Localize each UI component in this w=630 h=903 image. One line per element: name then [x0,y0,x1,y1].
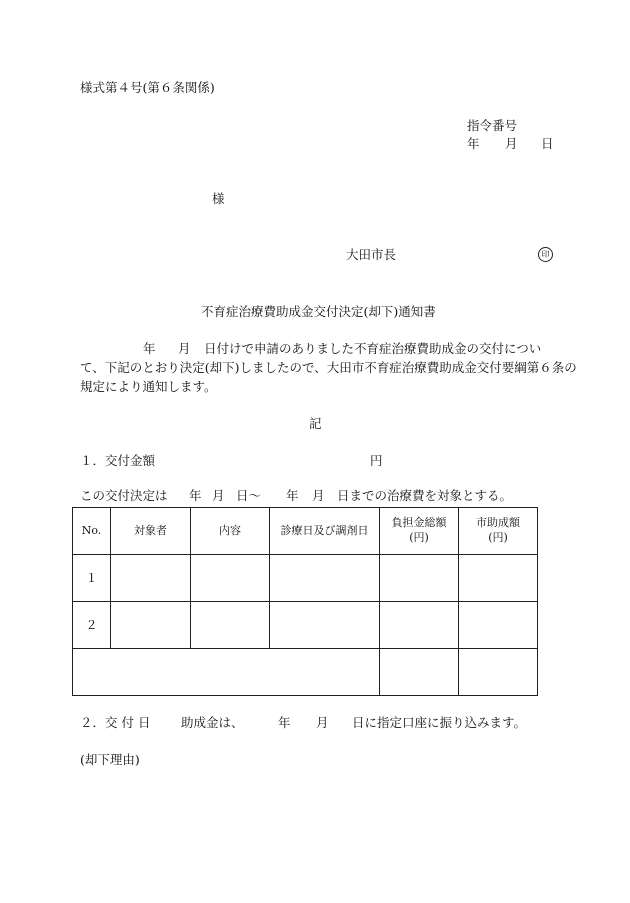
header-no: No. [73,508,111,555]
header-year: 年 [467,136,480,151]
ki-marker: 記 [309,416,322,431]
body-line-1: 日付けで申請のありました不育症治療費助成金の交付につい [204,341,542,356]
header-total-burden-unit: (円) [409,531,429,544]
header-day: 日 [541,136,554,151]
period-year-1: 年 [189,488,202,503]
header-subject: 対象者 [111,508,191,555]
period-year-2: 年 [286,488,299,503]
table-total-row [73,649,538,696]
header-treatment-date: 診療日及び調剤日 [270,508,380,555]
table-cell [111,602,191,649]
item2-year: 年 [278,715,291,730]
item1-label: １．交付金額 [80,453,156,468]
header-total-burden [380,508,459,555]
seal-mark: 印 [538,247,553,262]
item2-text: 助成金は、 [181,715,244,730]
rejection-reason-label: (却下理由) [80,752,140,767]
table-cell [459,602,538,649]
table-row [73,555,538,602]
period-month-1: 月 [212,488,225,503]
period-prefix: この交付決定は [80,488,168,503]
body-month: 月 [178,341,191,356]
body-line-2: て、下記のとおり決定(却下)しましたので、大田市不育症治療費助成金交付要綱第６条の [80,360,577,375]
row-number: １ [73,555,111,602]
form-reference: 様式第４号(第６条関係) [80,80,215,95]
table-cell [191,602,270,649]
table-total-burden-cell [380,649,459,696]
header-city-subsidy-label: 市助成額 [476,516,520,530]
body-year: 年 [143,341,156,356]
header-city-subsidy-unit: (円) [488,531,508,544]
table-cell [270,602,380,649]
table-cell [380,555,459,602]
header-content: 内容 [191,508,270,555]
item2-month: 月 [316,715,329,730]
header-month: 月 [505,136,518,151]
expense-table [72,507,538,696]
table-total-subsidy-cell [459,649,538,696]
row-number: ２ [73,602,111,649]
item1-unit: 円 [370,453,383,468]
table-cell [459,555,538,602]
addressee-suffix: 様 [212,191,225,206]
period-day-1: 日〜 [236,488,262,503]
table-cell [380,602,459,649]
period-day-2: 日までの治療費を対象とする。 [337,488,513,503]
header-total-burden-label: 負担金総額 [391,516,447,530]
item2-label: ２．交 付 日 [80,715,151,730]
period-month-2: 月 [312,488,325,503]
table-cell [191,555,270,602]
table-row [73,602,538,649]
table-header-row [73,508,538,555]
item2-rest: 日に指定口座に振り込みます。 [352,715,527,730]
table-total-label-cell [73,649,380,696]
table-cell [270,555,380,602]
header-city-subsidy [459,508,538,555]
order-number-label: 指令番号 [467,118,518,133]
issuer-name: 大田市長 [346,247,397,262]
body-line-3: 規定により通知します。 [80,379,217,394]
document-title: 不育症治療費助成金交付決定(却下)通知書 [201,304,436,319]
table-cell [111,555,191,602]
